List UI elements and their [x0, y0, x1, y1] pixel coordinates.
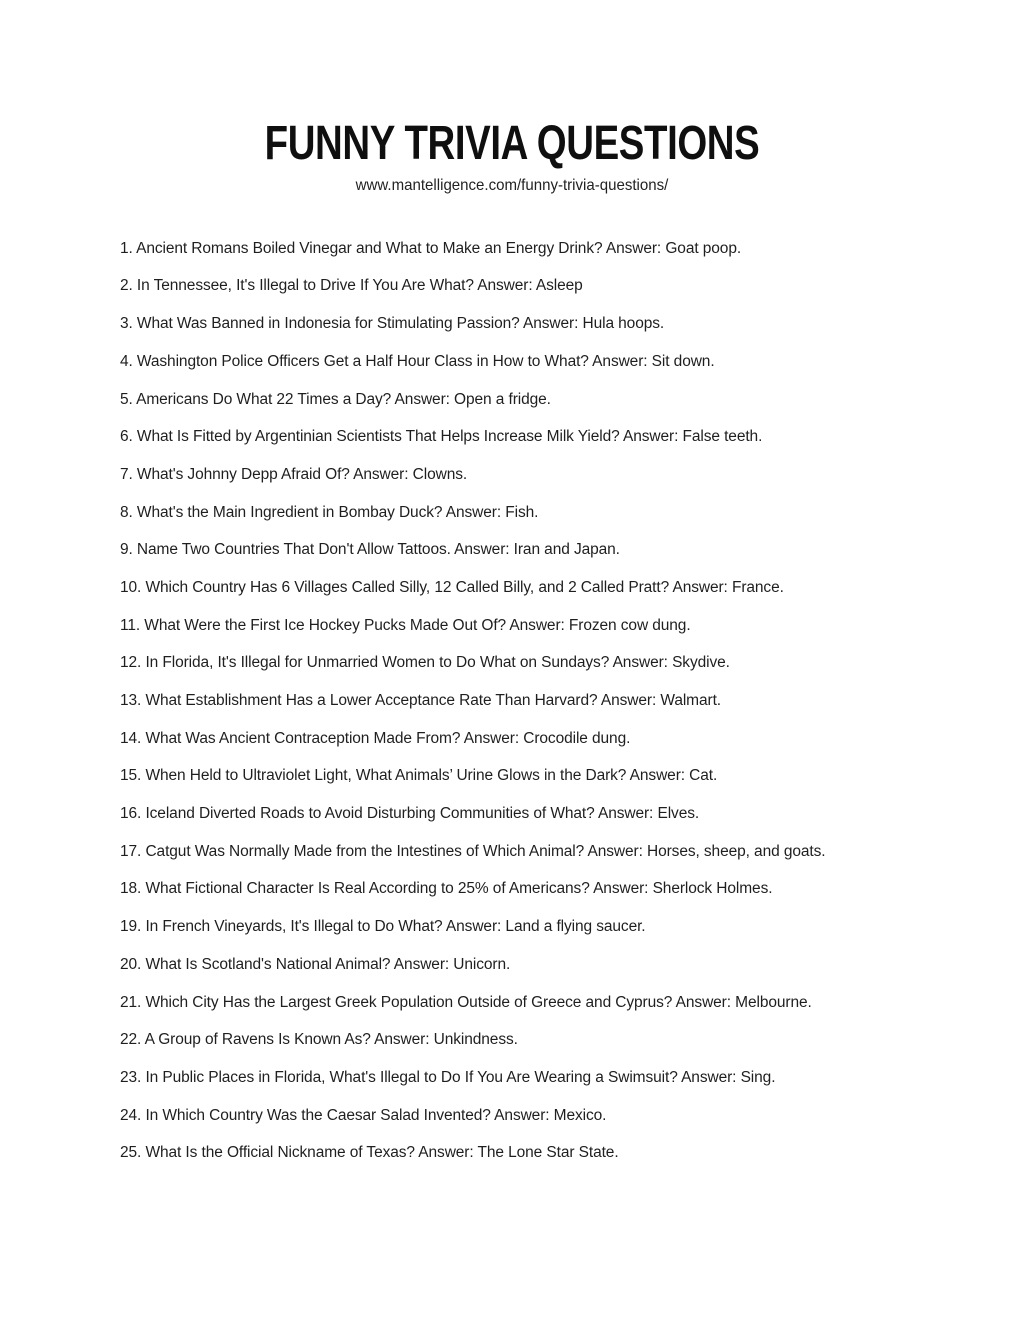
list-item: 16. Iceland Diverted Roads to Avoid Disturbing Communities of What? Answer: Elves. [120, 805, 700, 823]
list-item: 1. Ancient Romans Boiled Vinegar and What to Make an Energy Drink? Answer: Goat poop. [120, 239, 742, 257]
list-item: 7. What's Johnny Depp Afraid Of? Answer: Clowns. [120, 465, 468, 483]
list-item: 18. What Fictional Character Is Real According to 25% of Americans? Answer: Sherlock Holmes. [120, 880, 773, 898]
list-item: 8. What's the Main Ingredient in Bombay Duck? Answer: Fish. [120, 503, 539, 521]
list-item: 2. In Tennessee, It's Illegal to Drive If You Are What? Answer: Asleep [120, 277, 583, 295]
page-title: FUNNY TRIVIA QUESTIONS [264, 117, 760, 170]
list-item: 17. Catgut Was Normally Made from the Intestines of Which Animal? Answer: Horses, sheep, and goats. [120, 842, 826, 860]
list-item: 15. When Held to Ultraviolet Light, What Animals’ Urine Glows in the Dark? Answer: Cat. [120, 767, 718, 785]
document-header [0, 0, 1024, 195]
list-item: 13. What Establishment Has a Lower Acceptance Rate Than Harvard? Answer: Walmart. [120, 692, 721, 710]
list-item: 10. Which Country Has 6 Villages Called Silly, 12 Called Billy, and 2 Called Pratt? Answer: France. [120, 578, 784, 596]
list-item: 25. What Is the Official Nickname of Texas? Answer: The Lone Star State. [120, 1144, 619, 1162]
list-item: 6. What Is Fitted by Argentinian Scientists That Helps Increase Milk Yield? Answer: False teeth. [120, 428, 763, 446]
list-item: 20. What Is Scotland's National Animal? Answer: Unicorn. [120, 955, 511, 973]
list-item: 12. In Florida, It's Illegal for Unmarried Women to Do What on Sundays? Answer: Skydive. [120, 654, 730, 672]
list-item: 14. What Was Ancient Contraception Made From? Answer: Crocodile dung. [120, 729, 631, 747]
list-item: 24. In Which Country Was the Caesar Salad Invented? Answer: Mexico. [120, 1106, 607, 1124]
list-item: 4. Washington Police Officers Get a Half Hour Class in How to What? Answer: Sit down. [120, 352, 715, 370]
source-url: www.mantelligence.com/funny-trivia-questions/ [355, 176, 669, 194]
trivia-list [120, 239, 924, 1164]
list-item: 11. What Were the First Ice Hockey Pucks Made Out Of? Answer: Frozen cow dung. [120, 616, 691, 634]
list-item: 5. Americans Do What 22 Times a Day? Answer: Open a fridge. [120, 390, 551, 408]
list-item: 21. Which City Has the Largest Greek Population Outside of Greece and Cyprus? Answer: Melbourne. [120, 993, 812, 1011]
list-item: 22. A Group of Ravens Is Known As? Answer: Unkindness. [120, 1031, 518, 1049]
list-item: 9. Name Two Countries That Don't Allow Tattoos. Answer: Iran and Japan. [120, 541, 620, 559]
list-item: 3. What Was Banned in Indonesia for Stimulating Passion? Answer: Hula hoops. [120, 315, 665, 333]
list-item: 23. In Public Places in Florida, What's Illegal to Do If You Are Wearing a Swimsuit? Answer: Sing. [120, 1068, 776, 1086]
list-item: 19. In French Vineyards, It's Illegal to Do What? Answer: Land a flying saucer. [120, 918, 646, 936]
